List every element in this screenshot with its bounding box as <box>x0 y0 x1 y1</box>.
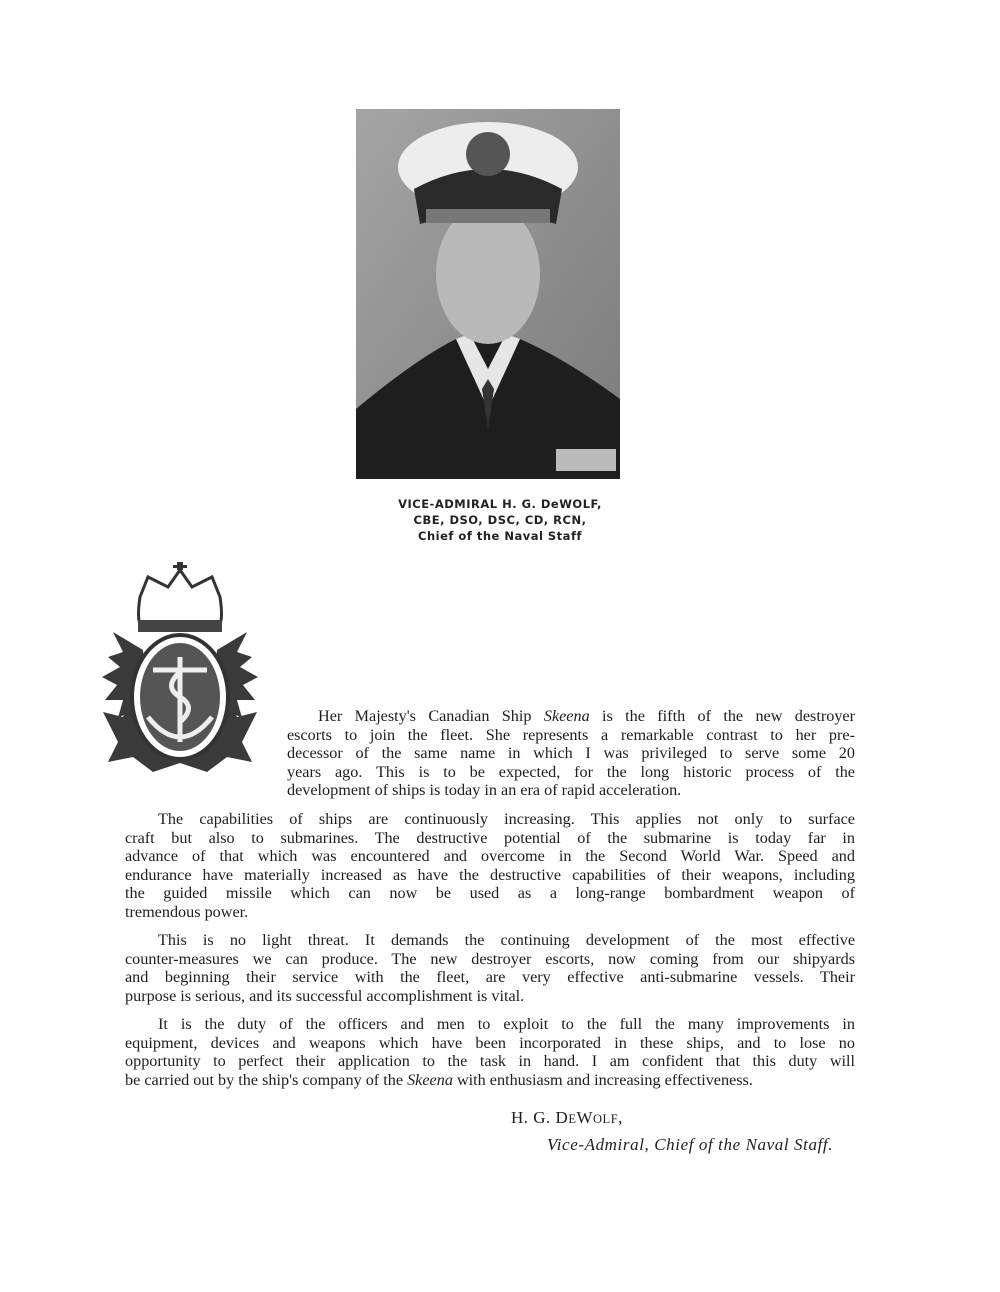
text-segment: escorts to join the fleet. She represents a remarkable contrast to her pre- <box>287 725 855 744</box>
paragraph-line <box>158 1015 855 1033</box>
text-segment: be carried out by the ship's company of the <box>125 1070 408 1089</box>
paragraph-line <box>318 707 855 725</box>
text-segment: is the fifth of the new destroyer <box>589 707 856 725</box>
portrait-photo <box>356 109 620 479</box>
text-segment: decessor of the same name in which I was privileged to serve some 20 <box>287 744 855 763</box>
paragraph-line <box>125 884 855 902</box>
text-segment: with enthusiasm and increasing effectiveness. <box>452 1070 753 1089</box>
text-segment: The capabilities of ships are continuously increasing. This applies not only to surface <box>158 810 855 828</box>
text-segment: equipment, devices and weapons which have been incorporated in these ships, and to lose no <box>125 1033 855 1052</box>
text-segment: This is no light threat. It demands the continuing development of the most effective <box>158 931 855 949</box>
portrait-caption <box>340 496 660 544</box>
paragraph-line <box>125 950 855 968</box>
signature-title: Vice-Admiral, Chief of the Naval Staff. <box>547 1135 834 1154</box>
signature-name: H. G. DEWOLF, <box>511 1108 623 1127</box>
text-segment: Her Majesty's Canadian Ship <box>318 707 544 725</box>
paragraph-line <box>125 968 855 986</box>
text-segment: years ago. This is to be expected, for the long historic process of the <box>287 762 855 781</box>
text-segment: craft but also to submarines. The destructive potential of the submarine is today far in <box>125 828 855 847</box>
caption-line: CBE, DSO, DSC, CD, RCN, <box>413 513 587 527</box>
paragraph-line <box>158 810 855 828</box>
text-segment: tremendous power. <box>125 903 249 921</box>
paragraph-line <box>125 847 855 865</box>
paragraph-line <box>125 1071 855 1089</box>
paragraph-line <box>125 829 855 847</box>
paragraph-line <box>125 987 855 1005</box>
paragraph-line <box>125 866 855 884</box>
paragraph-line <box>125 903 855 921</box>
ship-name: Skeena <box>407 1070 453 1089</box>
paragraph-line <box>125 1034 855 1052</box>
caption-line: Chief of the Naval Staff <box>418 529 582 543</box>
text-segment: It is the duty of the officers and men to exploit to the full the many improvements in <box>158 1015 855 1033</box>
paragraph-line <box>287 744 855 762</box>
text-segment: opportunity to perfect their application to the task in hand. I am confident that this duty will <box>125 1052 855 1071</box>
text-segment: and beginning their service with the fleet, are very effective anti-submarine vessels. Their <box>125 968 855 987</box>
text-segment: endurance have materially increased as have the destructive capabilities of their weapons, including <box>125 865 855 884</box>
caption-line: VICE-ADMIRAL H. G. DeWOLF, <box>398 497 602 511</box>
text-segment: the guided missile which can now be used as a long-range bombardment weapon of <box>125 884 855 903</box>
paragraph-line <box>158 931 855 949</box>
paragraph-line <box>125 1052 855 1070</box>
ship-name: Skeena <box>543 707 590 725</box>
text-segment: counter-measures we can produce. The new destroyer escorts, now coming from our shipyards <box>125 949 855 968</box>
paragraph-line <box>287 726 855 744</box>
text-segment: purpose is serious, and its successful accomplishment is vital. <box>125 986 525 1005</box>
paragraph-line <box>287 781 855 799</box>
naval-crest-icon <box>93 562 267 792</box>
paragraph-line <box>287 763 855 781</box>
text-segment: advance of that which was encountered and overcome in the Second World War. Speed and <box>125 847 855 866</box>
text-segment: development of ships is today in an era of rapid acceleration. <box>287 781 682 800</box>
